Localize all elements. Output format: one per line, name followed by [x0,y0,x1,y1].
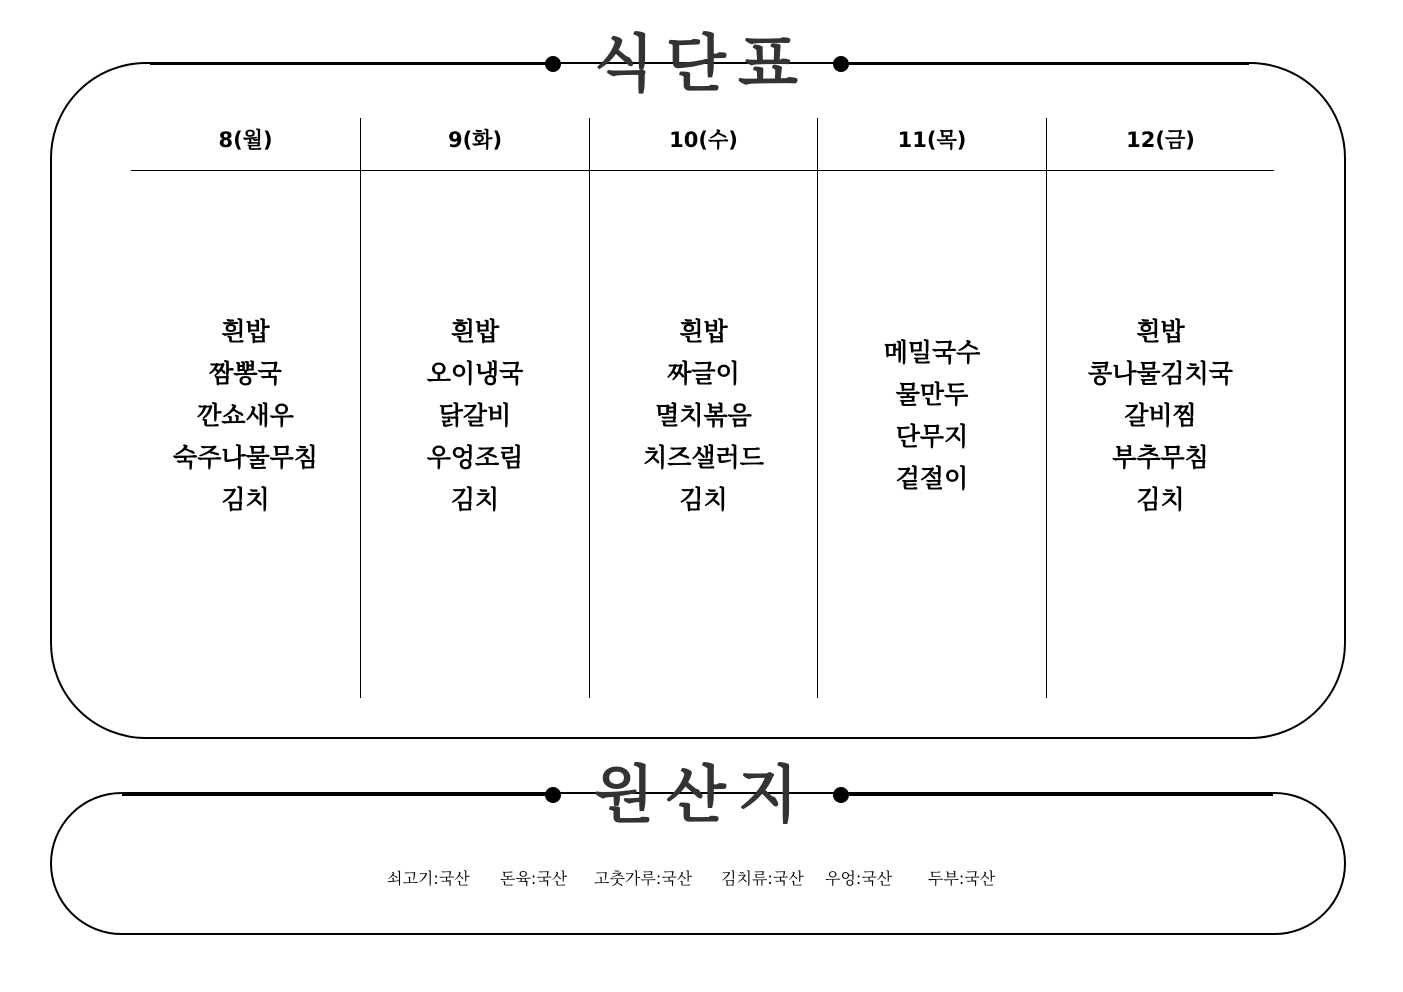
menu-item: 오이냉국 [426,359,524,388]
day-column-wed [589,118,817,698]
menu-item: 물만두 [895,380,969,409]
menu-item: 김치 [1136,485,1185,514]
menu-item: 흰밥 [221,317,270,346]
day-header: 11(목) [897,128,967,152]
menu-item: 깐쇼새우 [197,401,294,430]
title-rule-left [122,794,554,796]
day-header: 9(화) [447,128,503,152]
day-menu-list [361,170,589,698]
day-column-fri [1046,118,1274,698]
menu-item: 갈비찜 [1124,401,1197,430]
menu-item: 숙주나물무침 [173,443,318,472]
day-menu-list [818,170,1046,698]
origin-item: 쇠고기:국산 [387,869,470,888]
day-column-thu [817,118,1046,698]
menu-title: 식단표 [594,27,810,100]
menu-item: 콩나물김치국 [1088,359,1233,388]
menu-item: 짜글이 [667,359,740,388]
title-rule-right [841,794,1273,796]
menu-item: 멸치볶음 [655,401,752,430]
origin-item: 고춧가루:국산 [594,869,693,888]
menu-item: 흰밥 [450,317,500,346]
menu-title-bar [0,24,1403,104]
menu-item: 김치 [221,485,270,514]
title-dot-left [545,787,561,803]
day-header: 8(월) [218,128,273,152]
menu-item: 닭갈비 [438,401,512,430]
menu-item: 단무지 [895,422,969,451]
origin-item: 우엉:국산 [825,869,893,888]
day-column-tue [360,118,589,698]
day-column-mon [131,118,360,698]
day-menu-list [131,170,360,698]
title-rule-right [841,63,1249,65]
day-header: 12(금) [1126,128,1195,152]
menu-item: 흰밥 [679,317,728,346]
title-rule-left [150,63,554,65]
menu-item: 부추무침 [1112,443,1209,472]
origin-list [0,866,1403,892]
menu-item: 흰밥 [1136,317,1185,346]
menu-item: 치즈샐러드 [643,443,764,472]
menu-item: 겉절이 [895,464,969,493]
menu-item: 우엉조림 [426,443,524,472]
origin-item: 돈육:국산 [500,869,568,888]
menu-item: 김치 [450,485,500,514]
origin-title: 원산지 [594,758,810,831]
day-menu-list [1047,170,1274,698]
menu-item: 메밀국수 [883,338,981,367]
menu-item: 김치 [679,485,728,514]
title-dot-left [545,56,561,72]
origin-item: 김치류:국산 [721,869,804,888]
menu-item: 짬뽕국 [209,359,282,388]
day-menu-list [590,170,817,698]
day-header: 10(수) [669,128,738,152]
origin-item: 두부:국산 [928,869,996,888]
menu-table [131,118,1274,698]
origin-title-bar [0,755,1403,835]
